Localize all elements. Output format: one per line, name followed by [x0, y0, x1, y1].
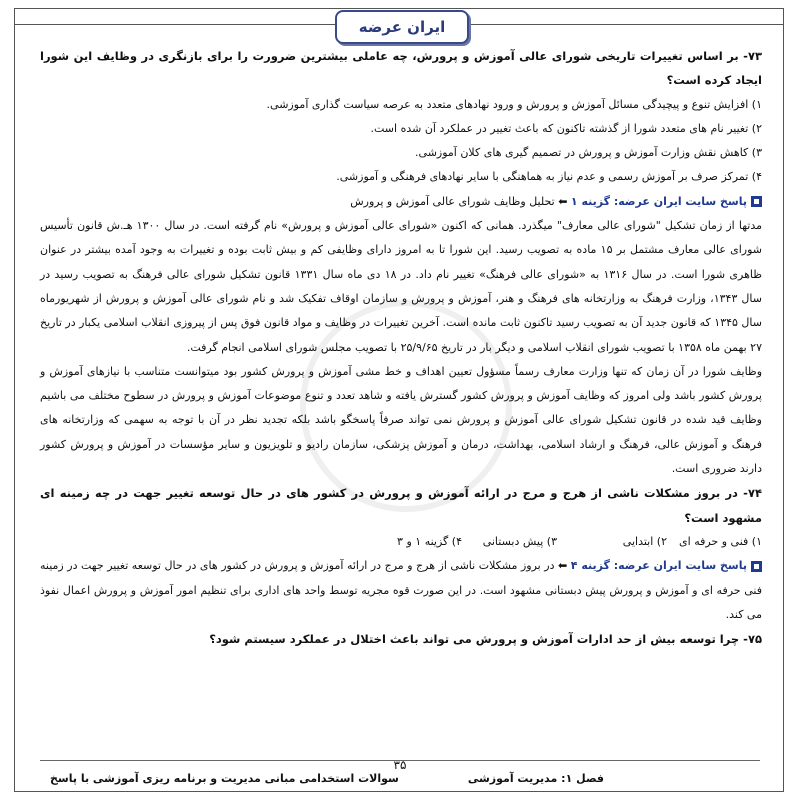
answer-checkbox-icon [751, 196, 762, 207]
q74-answer [40, 554, 762, 627]
q73-option-1: ۱) افزایش تنوع و پیچیدگی مسائل آموزش و پرورش و ورود نهادهای متعدد به عرصه سیاست گذاری آموزشی. [266, 97, 762, 111]
footer-book-title: سوالات استخدامی مبانی مدیریت و برنامه ریزی آموزشی با پاسخ [50, 772, 399, 785]
page-number: ۳۵ [393, 758, 407, 772]
question-74: ۷۴- در بروز مشکلات ناشی از هرج و مرج در ارائه آموزش و پرورش در کشور های در حال توسعه تغییر جهت در چه زمینه ای مشهود است؟ [40, 486, 762, 525]
answer-checkbox-icon [751, 561, 762, 572]
q73-option-2: ۲) تغییر نام های متعدد شورا از گذشته تاکنون که باعث تغییر در عملکرد آن شده است. [370, 121, 762, 135]
q73-explanation-1: مدتها از زمان تشکیل "شورای عالی معارف" میگذرد. همانی که اکنون «شورای عالی آموزش و پرورش» نام گرفته است. در سال ۱۳۰۰ هـ.ش قانون تأسیس شورای عالی معارف مشتمل بر ۱۵ ماده به تصویب رسید. این شورا تا به امروز دارای وظایفی کم و بیش ثابت بوده و تغییرات به وجود آمده بیشتر در عنوان ظاهری شورا است. در سال ۱۳۱۶ به «شورای عالی فرهنگ» تغییر نام داد. در ۱۸ دی ماه سال ۱۳۳۱ قانون تشکیل شورای عالی فرهنگ به تصویب رسید در سال ۱۳۴۳، وزارت فرهنگ به وزارتخانه های فرهنگ و هنر، آموزش و پرورش و سازمان اوقاف تفکیک شد و نام شورای عالی آموزش و پرورش از شهریورماه سال ۱۳۴۵ که قانون جدید آن به تصویب رسید تاکنون ثابت مانده است. آخرین تغییرات در وظایف و مواد قانون فوق پس از پیروزی انقلاب اسلامی یکبار در تاریخ ۲۷ بهمن ماه ۱۳۵۸ با تصویب شورای انقلاب اسلامی و دیگر بار در تاریخ ۲۵/۹/۶۵ با تصویب مجلس شورای اسلامی انجام گرفت. [40, 219, 762, 354]
q74-option-1: ۱) فنی و حرفه ای [679, 534, 762, 548]
q74-option-2: ۲) ابتدایی [622, 534, 667, 548]
question-75: ۷۵- چرا توسعه بیش از حد ادارات آموزش و پرورش می تواند باعث اختلال در عملکرد سیستم شود؟ [209, 632, 762, 647]
arrow-left-icon: ⬅ [558, 194, 568, 208]
q74-option-3: ۳) پیش دبستانی [482, 534, 557, 548]
page-content [40, 44, 762, 651]
q73-option-4: ۴) تمرکز صرف بر آموزش رسمی و عدم نیاز به هماهنگی با سایر نهادهای فرهنگی و آموزشی. [336, 170, 762, 184]
question-73: ۷۳- بر اساس تغییرات تاریخی شورای عالی آموزش و پرورش، چه عاملی بیشترین ضرورت را برای بازنگری در وظایف این شورا ایجاد کرده است؟ [40, 49, 762, 88]
header-rule-right [465, 24, 784, 25]
header-rule-left [14, 24, 335, 25]
logo-text: ایران عرضه [358, 18, 446, 36]
q74-answer-label: پاسخ سایت ایران عرضه: گزینه ۴ [570, 559, 748, 573]
arrow-left-icon: ⬅ [558, 559, 568, 573]
q74-answer-text: در بروز مشکلات ناشی از هرج و مرج در ارائه آموزش و پرورش در کشور های در حال توسعه تغییر جهت در زمینه فنی حرفه ای و آموزش و پرورش پیش دبستانی مشهود است. در این صورت قوه مجریه توسط واحد های اداری برای تنظیم امور آموزش و پرورش اعمال نفوذ می کند. [40, 559, 762, 621]
q73-option-3: ۳) کاهش نقش وزارت آموزش و پرورش در تصمیم گیری های کلان آموزشی. [415, 146, 762, 160]
q73-explanation-2: وظایف شورا در آن زمان که تنها وزارت معارف رسماً مسؤول تعیین اهداف و خط مشی آموزش و پرورش کشور بود میتوانست متناسب با نیازهای آموزش و پرورش کشور باشد ولی امروز که وظایف آموزش و پرورش کشور گسترش یافته و شاهد تعدد و تنوع موضوعات آموزش و پرورش در سطوح مختلف می باشیم وظایف قید شده در قانون تشکیل شورای عالی آموزش و پرورش نمی تواند صرفاً پاسخگو باشد بلکه تجدید نظر در آن با توجه به سهمی که وزارتخانه های فرهنگ و آموزش عالی، فرهنگ و ارشاد اسلامی، بهداشت، درمان و آموزش پزشکی، سازمان رادیو و تلویزیون و سایر مؤسسات در آموزش و پرورش کشور دارند ضروری است. [40, 364, 762, 476]
q73-answer-line [40, 190, 762, 214]
q74-options [40, 530, 762, 554]
q73-answer-title: تحلیل وظایف شورای عالی آموزش و پرورش [350, 194, 555, 208]
site-logo [335, 10, 469, 44]
q73-answer-label: پاسخ سایت ایران عرضه: گزینه ۱ [570, 194, 747, 208]
q74-option-4: ۴) گزینه ۱ و ۳ [397, 534, 462, 548]
footer-chapter: فصل ۱: مدیریت آموزشی [467, 772, 604, 785]
